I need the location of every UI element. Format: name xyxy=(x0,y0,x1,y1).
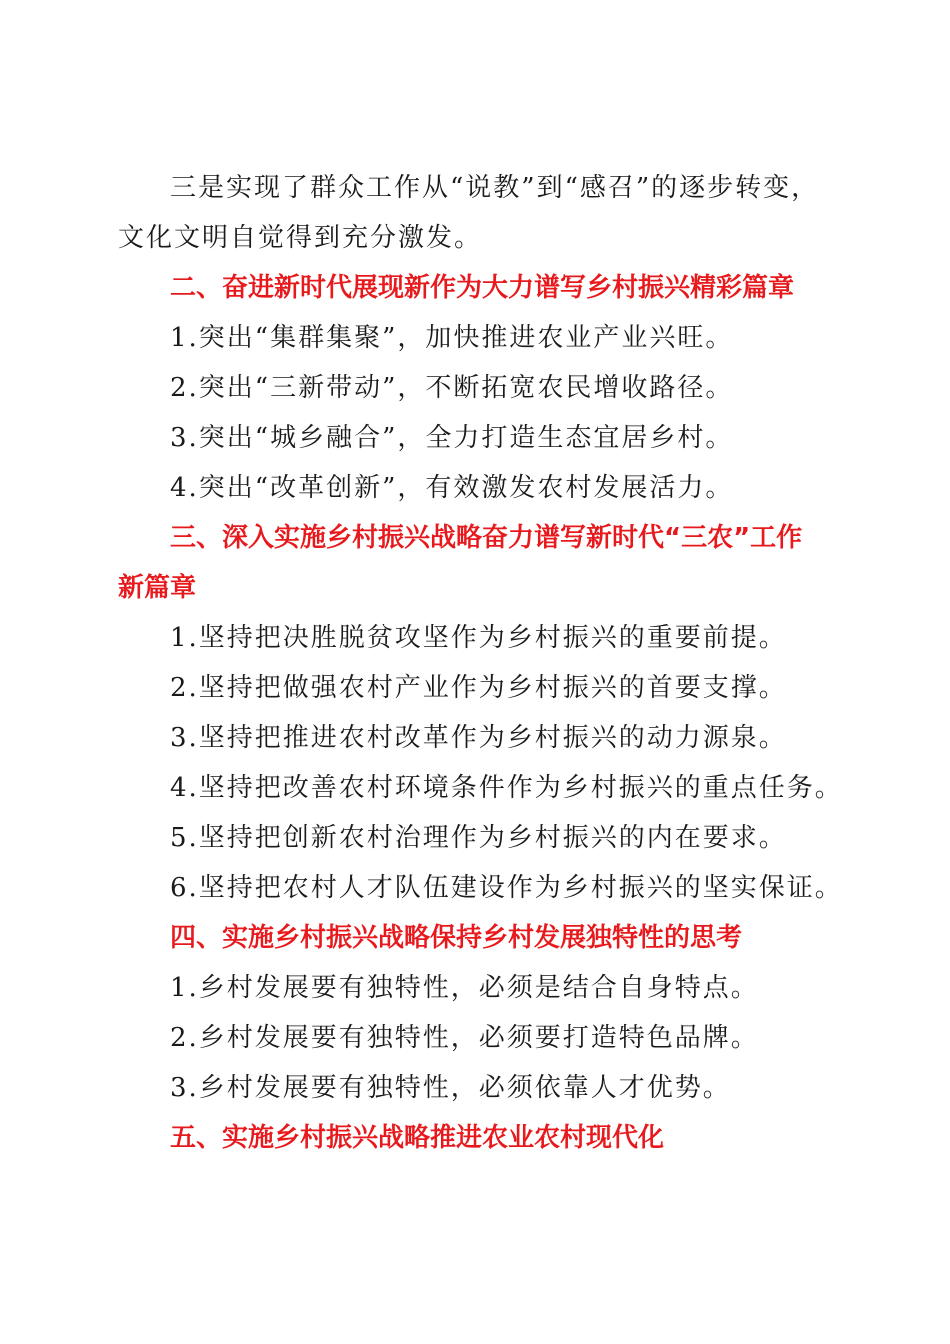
section-2-item-3: 3.突出“城乡融合”，全力打造生态宜居乡村。 xyxy=(170,423,734,453)
section-3-item-5: 5.坚持把创新农村治理作为乡村振兴的内在要求。 xyxy=(170,823,787,853)
section-5-heading-text: 五、实施乡村振兴战略推进农业农村现代化 xyxy=(170,1123,665,1153)
section-3-heading-continued xyxy=(118,563,832,613)
section-2-item-4: 4.突出“改革创新”，有效激发农村发展活力。 xyxy=(170,473,734,503)
section-2-heading xyxy=(118,263,832,313)
document-body xyxy=(118,163,843,1163)
section-3-item-3: 3.坚持把推进农村改革作为乡村振兴的动力源泉。 xyxy=(170,723,787,753)
section-3-heading-line-2: 新篇章 xyxy=(118,573,197,603)
section-4-heading-text: 四、实施乡村振兴战略保持乡村发展独特性的思考 xyxy=(170,923,743,953)
section-4-item-1: 1.乡村发展要有独特性，必须是结合自身特点。 xyxy=(170,973,759,1003)
section-3-item-1: 1.坚持把决胜脱贫攻坚作为乡村振兴的重要前提。 xyxy=(170,623,787,653)
intro-line-1: 三是实现了群众工作从“说教”到“感召”的逐步转变， xyxy=(170,173,820,203)
intro-line-2: 文化文明自觉得到充分激发。 xyxy=(118,223,483,253)
section-3-item-2: 2.坚持把做强农村产业作为乡村振兴的首要支撑。 xyxy=(170,673,787,703)
section-3-item-4: 4.坚持把改善农村环境条件作为乡村振兴的重点任务。 xyxy=(170,773,843,803)
section-3-item-6: 6.坚持把农村人才队伍建设作为乡村振兴的坚实保证。 xyxy=(170,873,843,903)
section-2-item-1: 1.突出“集群集聚”，加快推进农业产业兴旺。 xyxy=(170,323,734,353)
section-3-heading-line-1: 三、深入实施乡村振兴战略奋力谱写新时代“三农”工作 xyxy=(170,523,803,553)
section-4-item-2: 2.乡村发展要有独特性，必须要打造特色品牌。 xyxy=(170,1023,759,1053)
section-4-item-3: 3.乡村发展要有独特性，必须依靠人才优势。 xyxy=(170,1073,731,1103)
section-3-heading xyxy=(118,513,832,563)
section-5-heading xyxy=(118,1113,832,1163)
section-2-item-2: 2.突出“三新带动”，不断拓宽农民增收路径。 xyxy=(170,373,734,403)
section-2-heading-text: 二、奋进新时代展现新作为大力谱写乡村振兴精彩篇章 xyxy=(170,273,795,303)
section-4-heading xyxy=(118,913,832,963)
